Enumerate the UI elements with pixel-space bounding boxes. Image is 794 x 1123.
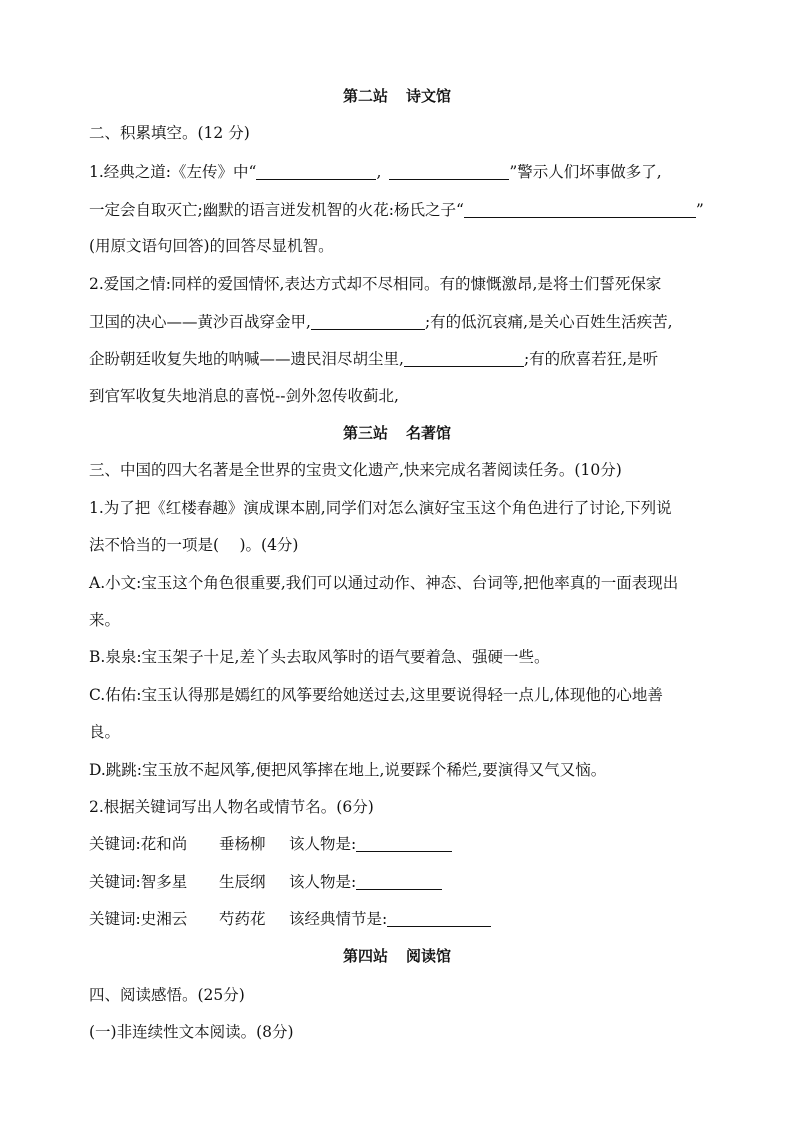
station3-title-b: 名著馆 [406,424,452,442]
q1-comma: , [376,163,382,181]
q1-line-2 [89,200,704,220]
answer-blank-8[interactable] [387,911,491,927]
option-d: D.跳跳:宝玉放不起风筝,便把风筝摔在地上,说要踩个稀烂,要演得又气又恼。 [89,761,607,779]
section-2-heading: 二、积累填空。(12 分) [89,124,250,142]
keyword-ask: 该经典情节是: [289,910,388,928]
q1-line-3: (用原文语句回答)的回答尽显机智。 [89,237,334,255]
s3-q2-heading: 2.根据关键词写出人物名或情节名。(6分) [89,798,374,816]
q1-line-1 [89,162,662,182]
answer-blank-2[interactable] [389,164,509,180]
section-4-sub: (一)非连续性文本阅读。(8分) [89,1023,294,1041]
option-a-line-1: A.小文:宝玉这个角色很重要,我们可以通过动作、神态、台词等,把他率真的一面表现出 [89,574,679,592]
q1-text-c: 一定会自取灭亡;幽默的语言迸发机智的火花:杨氏之子“ [89,201,464,219]
option-b: B.泉泉:宝玉架子十足,差丫头去取风筝时的语气要着急、强硬一些。 [89,648,550,666]
q2-line-2 [89,312,673,332]
option-c-line-1: C.佑佑:宝玉认得那是嫣红的风筝要给她送过去,这里要说得轻一点儿,体现他的心地善 [89,686,663,704]
answer-blank-6[interactable] [356,836,452,852]
option-c-line-2: 良。 [89,723,121,741]
option-a-line-2: 来。 [89,611,121,629]
keyword-ask: 该人物是: [289,873,357,891]
q2-text-d: ;有的欣喜若狂,是听 [523,350,659,368]
station4-title-a: 第四站 [342,947,388,965]
keyword-second: 生辰纲 [219,873,266,891]
keyword-second: 垂杨柳 [219,835,266,853]
keyword-second: 芍药花 [219,910,266,928]
station2-heading [0,86,794,106]
section-3-heading: 三、中国的四大名著是全世界的宝贵文化遗产,快来完成名著阅读任务。(10分) [89,461,622,479]
q1-text-d: ” [695,201,704,219]
q2-text-a: 卫国的决心——黄沙百战穿金甲, [89,313,311,331]
q2-text-b: ;有的低沉哀痛,是关心百姓生活疾苦, [424,313,673,331]
answer-blank-7[interactable] [356,874,442,890]
keyword-row [89,872,442,892]
keyword-row [89,834,452,854]
q2-text-c: 企盼朝廷收复失地的呐喊——遗民泪尽胡尘里, [89,350,404,368]
keyword-ask: 该人物是: [289,835,357,853]
q2-line-3 [89,349,658,369]
answer-blank-1[interactable] [256,164,376,180]
q1-text-b: ”警示人们坏事做多了, [509,163,662,181]
keyword-label: 关键词:花和尚 [89,835,188,853]
station3-heading [0,423,794,443]
keyword-label: 关键词:智多星 [89,873,188,891]
station4-title-b: 阅读馆 [406,947,452,965]
s3-q1-line-2: 法不恰当的一项是( )。(4分) [89,536,299,554]
answer-blank-3[interactable] [464,202,696,218]
answer-blank-4[interactable] [311,314,425,330]
q1-text-a: 1.经典之道:《左传》中“ [89,163,257,181]
q2-line-1: 2.爱国之情:同样的爱国情怀,表达方式却不尽相同。有的慷慨激昂,是将士们誓死保家 [89,275,662,293]
station2-title-a: 第二站 [342,87,388,105]
keyword-label: 关键词:史湘云 [89,910,188,928]
s3-q1-line-1: 1.为了把《红楼春趣》演成课本剧,同学们对怎么演好宝玉这个角色进行了讨论,下列说 [89,499,672,517]
station4-heading [0,946,794,966]
station2-title-b: 诗文馆 [406,87,452,105]
keyword-row [89,909,491,929]
section-4-heading: 四、阅读感悟。(25分) [89,986,245,1004]
answer-blank-5[interactable] [404,351,524,367]
q2-line-4: 到官军收复失地消息的喜悦--剑外忽传收蓟北, [89,387,399,405]
station3-title-a: 第三站 [342,424,388,442]
